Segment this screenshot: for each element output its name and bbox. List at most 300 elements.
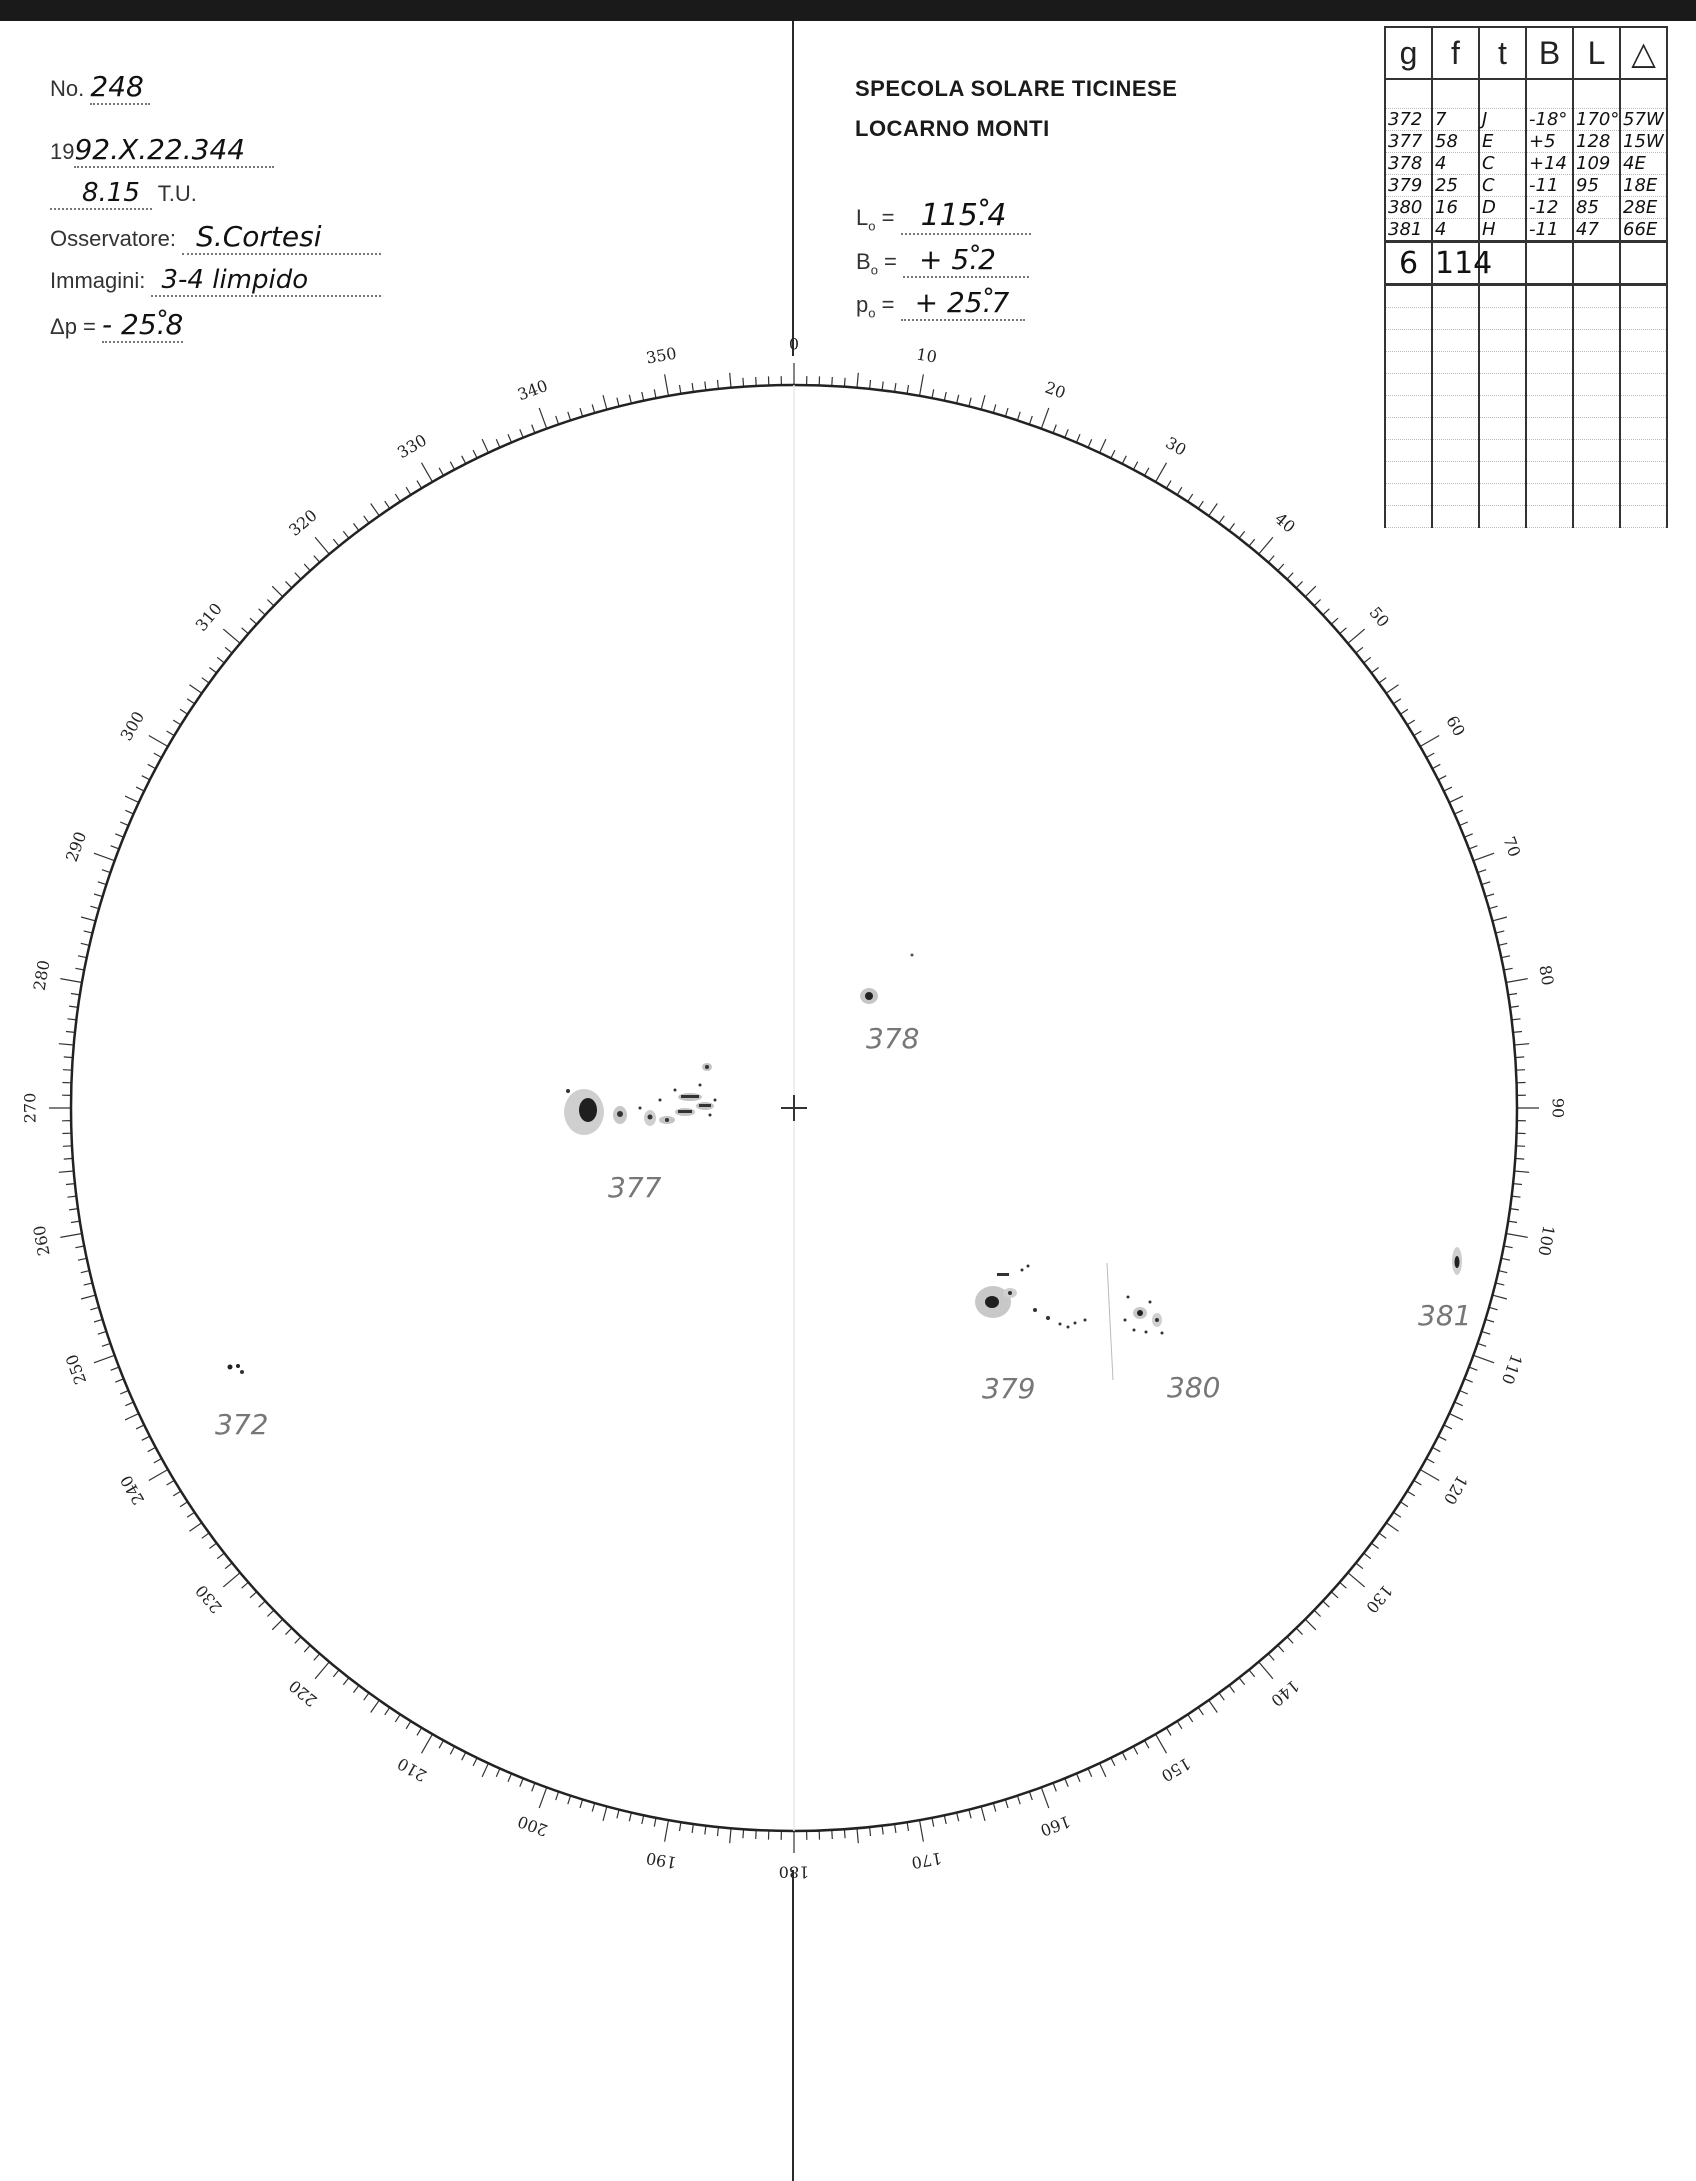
table-cell-empty bbox=[1526, 330, 1573, 352]
L0-eq: = bbox=[881, 205, 895, 230]
scale-tick bbox=[422, 1734, 433, 1753]
scale-tick bbox=[1420, 1470, 1439, 1481]
table-cell: 380 bbox=[1385, 197, 1432, 219]
scale-tick bbox=[94, 853, 115, 861]
scale-tick bbox=[692, 1824, 693, 1833]
scale-tick bbox=[756, 1830, 757, 1839]
time-unit: T.U. bbox=[157, 181, 197, 206]
scale-tick bbox=[343, 1678, 349, 1685]
scale-tick bbox=[1492, 1295, 1507, 1299]
table-cell-empty bbox=[1385, 418, 1432, 440]
scale-tick bbox=[102, 1343, 111, 1346]
scale-tick bbox=[272, 1619, 283, 1630]
scale-tick bbox=[1348, 629, 1365, 643]
scale-tick bbox=[314, 556, 320, 563]
scale-tick bbox=[111, 1367, 119, 1370]
scale-tick bbox=[508, 1774, 512, 1782]
table-cell-empty bbox=[1385, 308, 1432, 330]
delta-p-value: - 25.̊8 bbox=[102, 308, 184, 341]
scale-tick bbox=[1504, 968, 1513, 970]
scale-tick bbox=[75, 968, 84, 970]
scale-tick bbox=[1510, 1006, 1519, 1007]
scale-tick bbox=[1449, 796, 1463, 802]
scale-tick bbox=[1499, 1271, 1508, 1273]
scale-tick bbox=[981, 1806, 985, 1821]
scale-tick bbox=[1296, 581, 1302, 588]
table-cell-empty bbox=[1432, 352, 1479, 374]
table-cell: 16 bbox=[1432, 197, 1479, 219]
table-cell: 15W bbox=[1620, 131, 1667, 153]
table-cell-empty bbox=[1432, 374, 1479, 396]
table-cell-empty bbox=[1620, 418, 1667, 440]
scale-tick bbox=[520, 1778, 523, 1786]
table-row bbox=[1385, 219, 1667, 242]
p0-value: + 25.̊7 bbox=[901, 286, 1025, 321]
scale-tick bbox=[180, 709, 188, 714]
scale-label: 270 bbox=[20, 1092, 40, 1124]
scale-label: 10 bbox=[914, 344, 939, 367]
scale-tick bbox=[59, 1171, 74, 1172]
table-cell: H bbox=[1479, 219, 1526, 242]
scale-tick bbox=[395, 1714, 400, 1722]
scale-label: 50 bbox=[1365, 603, 1394, 631]
scale-tick bbox=[1259, 537, 1273, 554]
table-cell-empty bbox=[1479, 506, 1526, 528]
scale-tick bbox=[1259, 1662, 1273, 1679]
scale-label: 60 bbox=[1442, 712, 1469, 740]
table-cell: 109 bbox=[1573, 153, 1620, 175]
table-cell-empty bbox=[1620, 330, 1667, 352]
scale-tick bbox=[1414, 731, 1422, 736]
col-header-t: t bbox=[1479, 27, 1526, 79]
sunspot-data-table bbox=[1384, 26, 1668, 528]
table-cell-empty bbox=[1526, 484, 1573, 506]
scale-tick bbox=[125, 1402, 133, 1406]
scale-tick bbox=[98, 882, 107, 885]
group-label-381: 381 bbox=[1418, 1299, 1472, 1332]
scale-tick bbox=[364, 516, 369, 523]
table-empty-row bbox=[1385, 285, 1667, 308]
scale-tick bbox=[1323, 609, 1330, 615]
scale-tick bbox=[568, 1796, 571, 1805]
scale-tick bbox=[354, 523, 359, 530]
L0-value: 115.̊4 bbox=[901, 198, 1031, 235]
scale-tick bbox=[665, 1820, 669, 1842]
group-labels bbox=[215, 1022, 1471, 1441]
scale-tick bbox=[1515, 1158, 1524, 1159]
scale-tick bbox=[225, 1563, 232, 1569]
scale-tick bbox=[1496, 1283, 1505, 1285]
scale-tick bbox=[1177, 487, 1182, 495]
scale-tick bbox=[1400, 1502, 1408, 1507]
scale-tick bbox=[180, 1502, 188, 1507]
table-cell-empty bbox=[1620, 374, 1667, 396]
scale-tick bbox=[654, 389, 656, 398]
scale-tick bbox=[314, 1654, 320, 1661]
scale-tick bbox=[580, 408, 583, 417]
scale-tick bbox=[617, 398, 619, 407]
group-label-380: 380 bbox=[1167, 1371, 1221, 1404]
scale-tick bbox=[1492, 917, 1507, 921]
scale-tick bbox=[81, 917, 96, 921]
scale-tick bbox=[482, 1763, 488, 1777]
scale-tick bbox=[1278, 1645, 1284, 1652]
scale-tick bbox=[1514, 1171, 1529, 1172]
scale-tick bbox=[406, 487, 411, 495]
sunspot-group-381 bbox=[1452, 1247, 1462, 1275]
B0-value: + 5.̊2 bbox=[903, 243, 1029, 278]
table-cell-empty bbox=[1385, 285, 1432, 308]
scale-tick bbox=[1513, 1184, 1522, 1185]
col-header-B: B bbox=[1526, 27, 1573, 79]
scale-tick bbox=[1356, 647, 1363, 653]
scale-tick bbox=[1122, 456, 1126, 464]
scale-tick bbox=[592, 404, 595, 413]
scale-tick bbox=[1229, 523, 1234, 530]
scale-tick bbox=[1510, 1209, 1519, 1210]
table-cell-empty bbox=[1432, 308, 1479, 330]
scale-tick bbox=[267, 1610, 274, 1616]
scale-label: 350 bbox=[644, 343, 679, 368]
scale-tick bbox=[1219, 1693, 1224, 1700]
scale-label: 260 bbox=[29, 1223, 54, 1258]
table-empty-row bbox=[1385, 462, 1667, 484]
scale-tick bbox=[1414, 1480, 1422, 1485]
scale-tick bbox=[223, 629, 240, 643]
scale-tick bbox=[1017, 1796, 1020, 1805]
scale-tick bbox=[1278, 564, 1284, 571]
scale-label: 300 bbox=[116, 708, 149, 744]
scale-tick bbox=[680, 1822, 681, 1831]
scale-tick bbox=[1514, 1044, 1529, 1045]
scale-tick bbox=[832, 1830, 833, 1839]
scale-tick bbox=[1485, 1319, 1494, 1322]
scale-tick bbox=[743, 1829, 744, 1838]
scale-label: 0 bbox=[788, 334, 800, 354]
disk-center-cross bbox=[781, 1095, 807, 1121]
scale-tick bbox=[1249, 1670, 1255, 1677]
table-cell-empty bbox=[1385, 396, 1432, 418]
table-cell-empty bbox=[1573, 330, 1620, 352]
scale-tick bbox=[1145, 1740, 1149, 1748]
table-cell: 57W bbox=[1620, 109, 1667, 131]
scale-tick bbox=[187, 699, 195, 704]
scale-tick bbox=[1188, 494, 1193, 502]
table-cell: 18E bbox=[1620, 175, 1667, 197]
table-cell: -11 bbox=[1526, 175, 1573, 197]
table-cell-empty bbox=[1573, 484, 1620, 506]
scale-tick bbox=[1499, 943, 1508, 945]
scale-tick bbox=[1438, 776, 1446, 780]
scale-label: 220 bbox=[285, 1676, 321, 1711]
col-header-f: f bbox=[1432, 27, 1479, 79]
scale-tick bbox=[295, 1637, 301, 1644]
drawing-number-value: 248 bbox=[90, 70, 150, 105]
table-cell-empty bbox=[1479, 285, 1526, 308]
table-cell-empty bbox=[1526, 374, 1573, 396]
scale-tick bbox=[75, 1246, 84, 1248]
scale-label: 80 bbox=[1535, 963, 1558, 988]
scale-tick bbox=[64, 1057, 73, 1058]
scale-tick bbox=[1478, 870, 1487, 873]
table-cell-empty bbox=[1479, 396, 1526, 418]
scale-label: 240 bbox=[116, 1472, 149, 1508]
col-header-L: L bbox=[1573, 27, 1620, 79]
scale-tick bbox=[1386, 685, 1398, 694]
scale-tick bbox=[473, 450, 477, 458]
col-header-delta: △ bbox=[1620, 27, 1667, 79]
L0-sub: o bbox=[868, 218, 876, 234]
scale-tick bbox=[1314, 600, 1321, 606]
table-empty-row bbox=[1385, 506, 1667, 528]
scale-label: 320 bbox=[285, 505, 321, 540]
scale-tick bbox=[532, 1783, 535, 1791]
scale-tick bbox=[1331, 618, 1338, 624]
table-cell-empty bbox=[1432, 396, 1479, 418]
table-cell-empty bbox=[1620, 352, 1667, 374]
scale-tick bbox=[84, 1283, 93, 1285]
scale-tick bbox=[932, 1818, 934, 1827]
scale-tick bbox=[1156, 1734, 1167, 1753]
table-cell: -18° bbox=[1526, 109, 1573, 131]
scale-label: 170 bbox=[909, 1848, 944, 1873]
table-cell-empty bbox=[1479, 308, 1526, 330]
scale-tick bbox=[142, 776, 150, 780]
scale-tick bbox=[439, 468, 443, 476]
scale-tick bbox=[1296, 1628, 1302, 1635]
group-label-378: 378 bbox=[866, 1022, 920, 1055]
scale-tick bbox=[209, 1543, 216, 1548]
scale-tick bbox=[957, 395, 959, 404]
scale-tick bbox=[90, 1307, 99, 1310]
scale-tick bbox=[68, 1019, 77, 1020]
drawing-number-label: No. bbox=[50, 76, 85, 101]
table-cell-empty bbox=[1385, 462, 1432, 484]
scale-tick bbox=[882, 1826, 883, 1835]
scale-tick bbox=[115, 834, 123, 837]
scale-tick bbox=[304, 1645, 310, 1652]
scale-tick bbox=[508, 434, 512, 442]
scale-tick bbox=[1348, 1573, 1365, 1587]
B0-sub: o bbox=[870, 262, 878, 278]
scale-tick bbox=[1077, 1774, 1081, 1782]
table-cell-empty bbox=[1573, 242, 1620, 285]
table-cell-empty bbox=[1479, 352, 1526, 374]
table-cell-empty bbox=[1385, 352, 1432, 374]
table-cell: 85 bbox=[1573, 197, 1620, 219]
scale-tick bbox=[556, 416, 559, 425]
table-cell-empty bbox=[1620, 484, 1667, 506]
table-cell-empty bbox=[1526, 462, 1573, 484]
scale-tick bbox=[1460, 822, 1468, 826]
scale-tick bbox=[1508, 1221, 1517, 1222]
scale-tick bbox=[1496, 931, 1505, 933]
table-cell-empty bbox=[1432, 506, 1479, 528]
table-cell-empty bbox=[1479, 374, 1526, 396]
scale-tick bbox=[242, 1582, 249, 1588]
scale-label: 180 bbox=[778, 1862, 810, 1882]
B0-label: B bbox=[856, 249, 871, 274]
table-cell-empty bbox=[1385, 506, 1432, 528]
scale-tick bbox=[90, 906, 99, 909]
scale-tick bbox=[1460, 1391, 1468, 1395]
table-row bbox=[1385, 175, 1667, 197]
scale-tick bbox=[1065, 429, 1068, 437]
time-value: 8.15 bbox=[50, 178, 152, 210]
scale-tick bbox=[1166, 1728, 1171, 1736]
images-label: Immagini: bbox=[50, 268, 146, 293]
scale-tick bbox=[1041, 408, 1049, 429]
scale-tick bbox=[1506, 979, 1528, 983]
scale-tick bbox=[1371, 1543, 1378, 1548]
sunspot-group-380 bbox=[1124, 1296, 1164, 1335]
scale-tick bbox=[68, 1196, 77, 1197]
scale-tick bbox=[1426, 753, 1434, 757]
scale-tick bbox=[94, 1355, 115, 1363]
scale-tick bbox=[1268, 1654, 1274, 1661]
table-cell-empty bbox=[1432, 418, 1479, 440]
scale-label: 120 bbox=[1439, 1472, 1472, 1508]
delta-p-label: Δp = bbox=[50, 314, 96, 339]
scale-tick bbox=[1364, 1553, 1371, 1559]
scale-tick bbox=[832, 377, 833, 386]
scale-tick bbox=[259, 1601, 266, 1607]
scale-tick bbox=[1268, 556, 1274, 563]
table-cell: 47 bbox=[1573, 219, 1620, 242]
scale-tick bbox=[125, 796, 139, 802]
scale-tick bbox=[343, 531, 349, 538]
scale-tick bbox=[1478, 1343, 1487, 1346]
scale-tick bbox=[242, 628, 249, 634]
scale-tick bbox=[1464, 1379, 1472, 1382]
table-cell-empty bbox=[1573, 374, 1620, 396]
scale-tick bbox=[223, 1573, 240, 1587]
scale-tick bbox=[1305, 586, 1316, 597]
scale-tick bbox=[654, 1818, 656, 1827]
scale-tick bbox=[1305, 1619, 1316, 1630]
scale-tick bbox=[1287, 1637, 1293, 1644]
scale-tick bbox=[148, 1447, 156, 1451]
table-cell: C bbox=[1479, 175, 1526, 197]
scale-tick bbox=[592, 1803, 595, 1812]
scale-tick bbox=[120, 1391, 128, 1395]
scale-tick bbox=[209, 668, 216, 673]
scale-tick bbox=[66, 1184, 75, 1185]
sunspot-group-379 bbox=[975, 1265, 1087, 1329]
group-label-379: 379 bbox=[982, 1372, 1036, 1405]
scale-tick bbox=[1111, 1758, 1115, 1766]
scale-tick bbox=[371, 504, 380, 516]
scale-label: 290 bbox=[61, 829, 91, 865]
scale-tick bbox=[250, 1592, 257, 1598]
scale-tick bbox=[98, 1331, 107, 1334]
scale-tick bbox=[202, 1533, 209, 1538]
scale-tick bbox=[272, 586, 283, 597]
scale-tick bbox=[81, 943, 90, 945]
table-row bbox=[1385, 131, 1667, 153]
scale-tick bbox=[462, 456, 466, 464]
scale-tick bbox=[333, 539, 339, 546]
table-cell-empty bbox=[1573, 396, 1620, 418]
table-cell-empty bbox=[1526, 352, 1573, 374]
table-cell-empty bbox=[1620, 440, 1667, 462]
table-cell: 381 bbox=[1385, 219, 1432, 242]
table-cell-empty bbox=[1479, 418, 1526, 440]
group-label-377: 377 bbox=[608, 1171, 662, 1204]
scale-tick bbox=[1455, 810, 1463, 814]
scale-tick bbox=[1145, 468, 1149, 476]
scale-tick bbox=[406, 1721, 411, 1729]
table-cell-empty bbox=[1526, 242, 1573, 285]
table-empty-row bbox=[1385, 418, 1667, 440]
table-cell-empty bbox=[1620, 242, 1667, 285]
date-prefix: 19 bbox=[50, 139, 75, 164]
scale-label: 110 bbox=[1497, 1351, 1527, 1387]
scale-tick bbox=[1444, 1425, 1452, 1429]
scale-tick bbox=[1017, 412, 1020, 421]
table-cell: -12 bbox=[1526, 197, 1573, 219]
table-cell-empty bbox=[1573, 440, 1620, 462]
scale-tick bbox=[1432, 1447, 1440, 1451]
scale-tick bbox=[64, 1158, 73, 1159]
scale-tick bbox=[417, 1728, 422, 1736]
scale-tick bbox=[496, 1769, 500, 1777]
table-row bbox=[1385, 109, 1667, 131]
scale-tick bbox=[1482, 882, 1491, 885]
scale-tick bbox=[1407, 1491, 1415, 1496]
scale-tick bbox=[1340, 1582, 1347, 1588]
scale-tick bbox=[539, 1787, 547, 1808]
table-empty-row bbox=[1385, 440, 1667, 462]
scale-tick bbox=[395, 494, 400, 502]
scale-tick bbox=[969, 1810, 971, 1819]
scale-tick bbox=[1513, 1032, 1522, 1033]
scale-label: 30 bbox=[1162, 433, 1190, 460]
B0-eq: = bbox=[884, 249, 897, 274]
scale-tick bbox=[63, 1070, 72, 1071]
table-empty-row bbox=[1385, 484, 1667, 506]
scale-tick bbox=[743, 378, 744, 387]
scale-tick bbox=[364, 1693, 369, 1700]
scale-tick bbox=[286, 1628, 292, 1635]
table-empty-row bbox=[1385, 330, 1667, 352]
scale-tick bbox=[167, 731, 175, 736]
scale-tick bbox=[1005, 1799, 1008, 1808]
scale-tick bbox=[1053, 425, 1056, 433]
scale-tick bbox=[482, 439, 488, 453]
table-cell-empty bbox=[1526, 396, 1573, 418]
table-cell-empty bbox=[1573, 462, 1620, 484]
scale-tick bbox=[870, 1827, 871, 1836]
scale-tick bbox=[870, 380, 871, 389]
scale-tick bbox=[295, 573, 301, 580]
table-cell-empty bbox=[1432, 440, 1479, 462]
table-cell: 377 bbox=[1385, 131, 1432, 153]
scale-tick bbox=[1432, 764, 1440, 768]
scale-tick bbox=[1188, 1714, 1193, 1722]
table-row bbox=[1385, 153, 1667, 175]
scale-tick bbox=[730, 1828, 731, 1843]
scale-tick bbox=[520, 429, 523, 437]
scale-tick bbox=[944, 392, 946, 401]
scale-tick bbox=[450, 462, 454, 470]
scale-tick bbox=[1464, 834, 1472, 837]
scale-label: 200 bbox=[515, 1811, 551, 1841]
scale-tick bbox=[187, 1512, 195, 1517]
scale-tick bbox=[94, 1319, 103, 1322]
scale-tick bbox=[1219, 516, 1224, 523]
scale-tick bbox=[63, 1146, 72, 1147]
